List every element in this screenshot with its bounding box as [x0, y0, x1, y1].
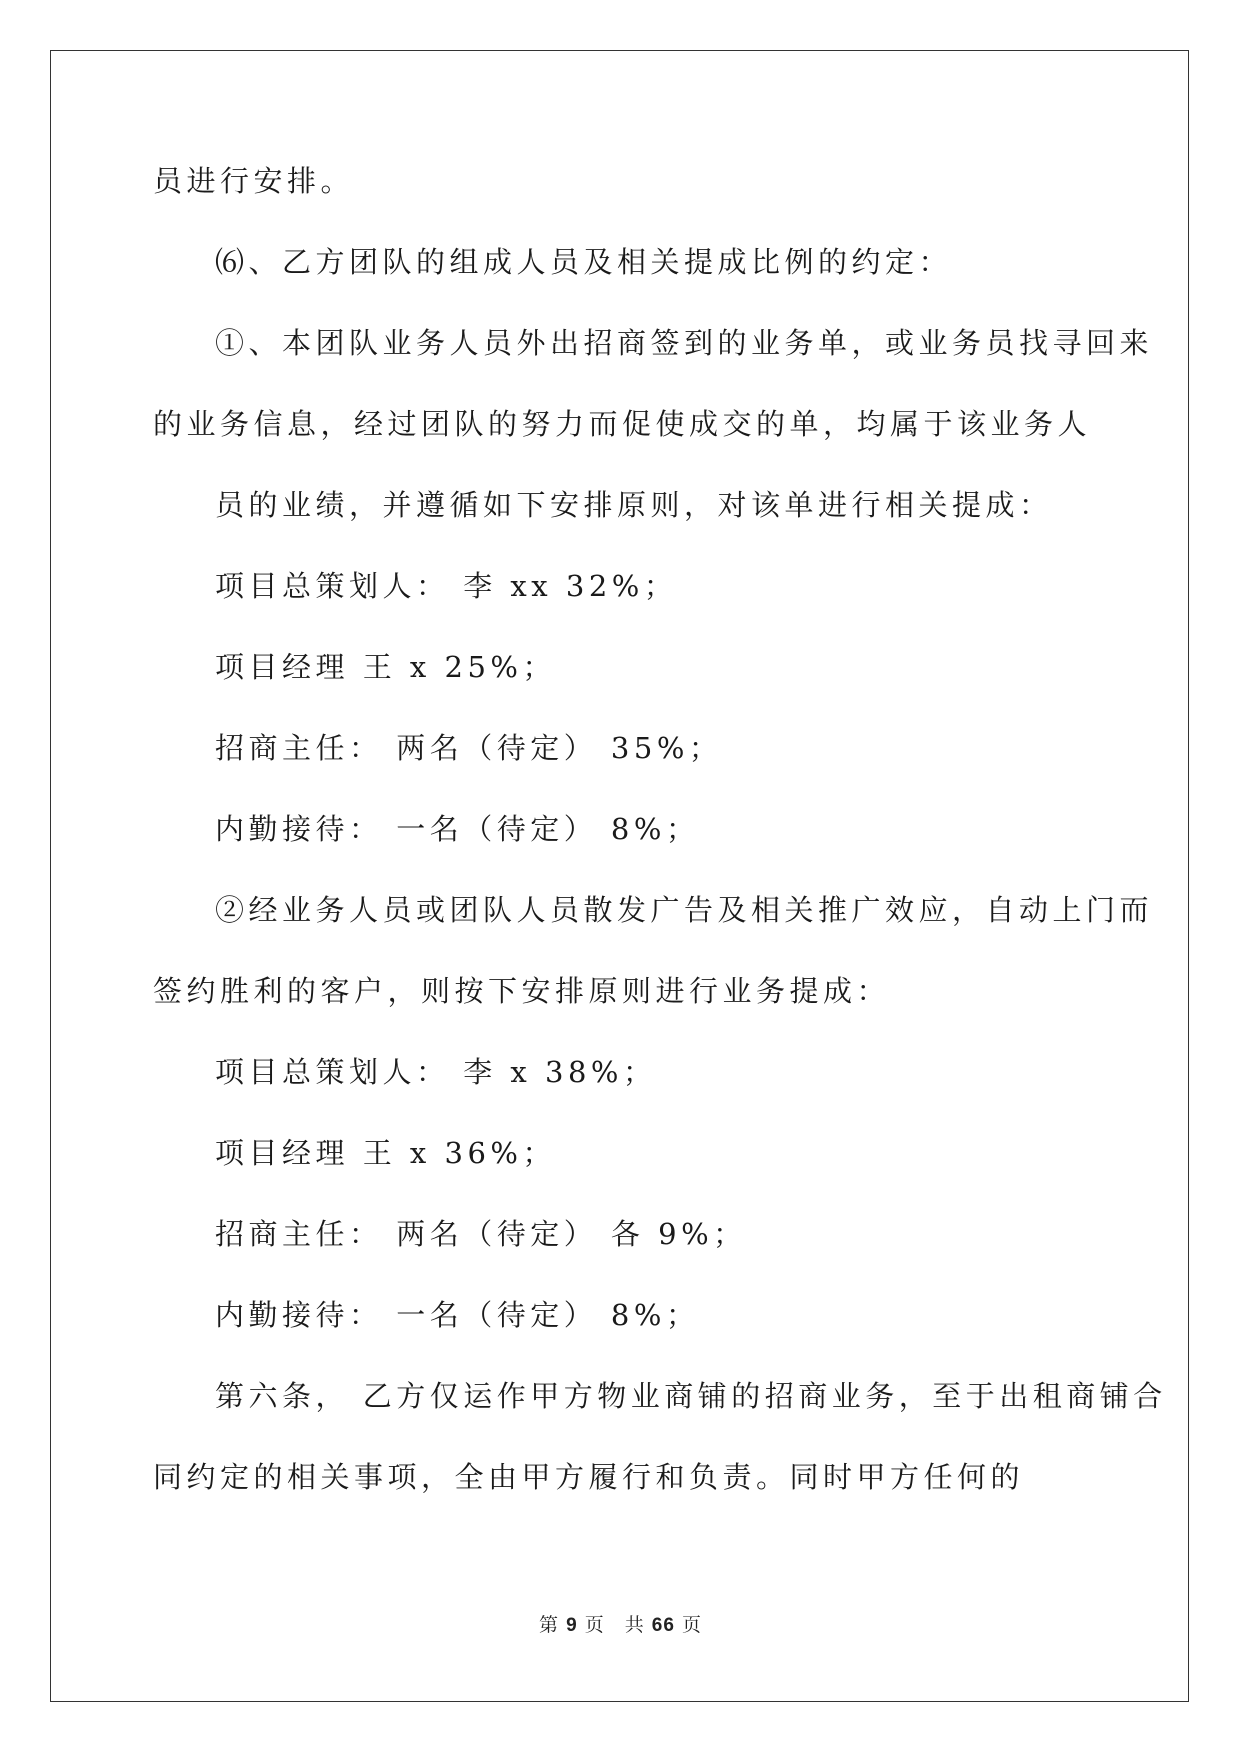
paragraph-line: 同约定的相关事项，全由甲方履行和负责。同时甲方任何的: [153, 1460, 1025, 1494]
paragraph-line: 员进行安排。: [153, 164, 355, 198]
paragraph-line: 招商主任： 两名（待定） 各 9%；: [215, 1217, 747, 1251]
page-footer: [0, 1610, 1241, 1637]
paragraph-line: 内勤接待： 一名（待定） 8%；: [215, 1298, 700, 1332]
paragraph-line: 项目经理 王 x 25%；: [215, 650, 556, 684]
page-prefix: 第: [539, 1614, 560, 1636]
paragraph-line: 第六条， 乙方仅运作甲方物业商铺的招商业务，至于出租商铺合: [215, 1379, 1167, 1413]
paragraph-line: 签约胜利的客户，则按下安排原则进行业务提成：: [153, 974, 891, 1008]
total-pages: 66: [651, 1615, 675, 1636]
paragraph-line: ①、本团队业务人员外出招商签到的业务单，或业务员找寻回来: [215, 326, 1154, 360]
page-suffix: 页: [681, 1614, 702, 1636]
page-mid: 页 共: [584, 1614, 645, 1636]
paragraph-line: 项目总策划人： 李 xx 32%；: [215, 569, 678, 603]
page-number: 9: [566, 1615, 578, 1636]
paragraph-line: 员的业绩，并遵循如下安排原则，对该单进行相关提成：: [215, 488, 1053, 522]
paragraph-line: 项目总策划人： 李 x 38%；: [215, 1055, 657, 1089]
document-body: [153, 163, 1167, 1540]
paragraph-line: 项目经理 王 x 36%；: [215, 1136, 556, 1170]
paragraph-line: 的业务信息，经过团队的努力而促使成交的单，均属于该业务人: [153, 407, 1092, 441]
paragraph-line: 招商主任： 两名（待定） 35%；: [215, 731, 723, 765]
paragraph-line: ⑹、乙方团队的组成人员及相关提成比例的约定：: [215, 245, 953, 279]
paragraph-line: 内勤接待： 一名（待定） 8%；: [215, 812, 700, 846]
paragraph-line: ②经业务人员或团队人员散发广告及相关推广效应，自动上门而: [215, 893, 1154, 927]
